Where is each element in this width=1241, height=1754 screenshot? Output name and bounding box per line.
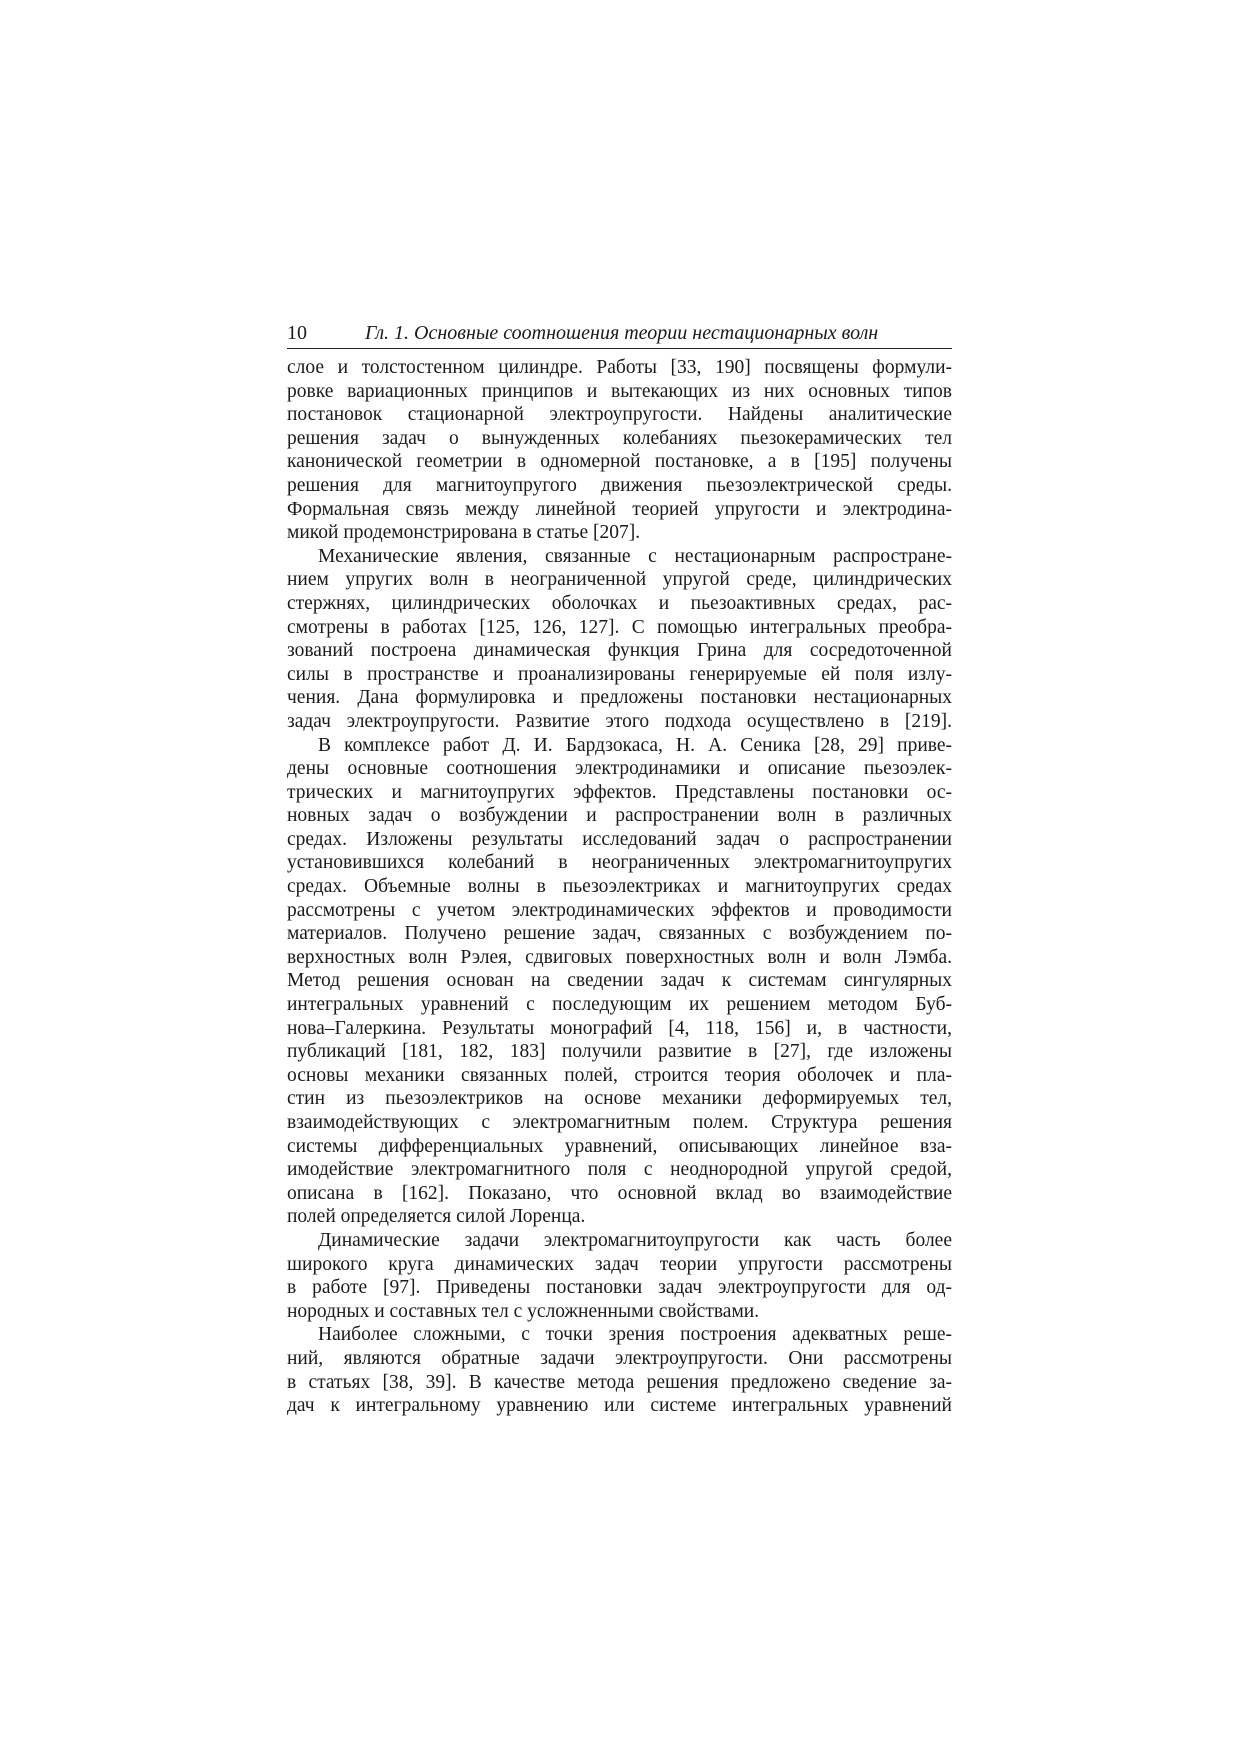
text-line: микой продемонстрирована в статье [207]. [287,522,641,544]
text-line: постановок стационарной электроупругости. Найдены аналитические [287,404,952,426]
text-line: стин из пьезоэлектриков на основе механики деформируемых тел, [287,1088,952,1110]
text-line: публикаций [181, 182, 183] получили развитие в [27], где изложены [287,1041,952,1063]
text-line: взаимодействующих с электромагнитным полем. Структура решения [287,1112,952,1133]
text-line: в статьях [38, 39]. В качестве метода решения предложено сведение за- [287,1371,952,1393]
text-line: нием упругих волн в неограниченной упругой среде, цилиндрических [287,569,952,591]
text-line: Метод решения основан на сведении задач к системам сингулярных [287,970,952,992]
text-line: дены основные соотношения электродинамики и описание пьезоэлек- [287,758,952,780]
text-line: рассмотрены с учетом электродинамических эффектов и проводимости [287,899,952,921]
text-line: интегральных уравнений с последующим их решением методом Буб- [287,994,952,1016]
text-line: слое и толстостенном цилиндре. Работы [33, 190] посвящены формули- [287,357,952,378]
book-page [287,318,952,1418]
page-number: 10 [287,322,307,344]
text-line: верхностных волн Рэлея, сдвиговых поверхностных волн и волн Лэмба. [287,946,952,968]
text-line: средах. Изложены результаты исследований задач о распространении [287,828,952,850]
text-line: чения. Дана формулировка и предложены постановки нестационарных [287,687,952,709]
text-line: Механические явления, связанные с нестационарным распростране- [318,545,952,567]
text-line: В комплексе работ Д. И. Бардзокаса, Н. А. Сеника [28, 29] приве- [318,734,952,756]
text-line: Формальная связь между линейной теорией упругости и электродина- [287,498,952,520]
text-line: средах. Объемные волны в пьезоэлектриках и магнитоупругих средах [287,876,952,898]
text-line: в работе [97]. Приведены постановки задач электроупругости для од- [287,1277,952,1299]
text-line: смотрены в работах [125, 126, 127]. С помощью интегральных преобра- [287,616,952,638]
text-line: решения задач о вынужденных колебаниях пьезокерамических тел [287,427,952,449]
text-line: новных задач о возбуждении и распространении волн в различных [287,805,952,827]
text-line: установившихся колебаний в неограниченных электромагнитоупругих [287,852,952,874]
text-line: дач к интегральному уравнению или системе интегральных уравнений [287,1395,952,1417]
text-line: задач электроупругости. Развитие этого подхода осуществлено в [219]. [287,710,952,732]
text-line: силы в пространстве и проанализированы генерируемые ей поля излу- [287,663,952,685]
text-line: нородных и составных тел с усложненными свойствами. [287,1300,760,1322]
text-line: полей определяется силой Лоренца. [287,1206,586,1228]
text-line: Наиболее сложными, с точки зрения построения адекватных реше- [318,1324,952,1346]
text-line: широкого круга динамических задач теории упругости рассмотрены [287,1253,952,1275]
text-line: решения для магнитоупругого движения пьезоэлектрической среды. [287,474,952,496]
text-line: системы дифференциальных уравнений, описывающих линейное вза- [287,1135,952,1157]
text-line: ровке вариационных принципов и вытекающих из них основных типов [287,380,952,402]
text-line: материалов. Получено решение задач, связанных с возбуждением по- [287,923,952,945]
body-text [287,356,952,1418]
page-header [287,318,952,349]
text-line: канонической геометрии в одномерной постановке, а в [195] получены [287,451,952,473]
text-line: основы механики связанных полей, строится теория оболочек и пла- [287,1064,952,1086]
text-line: нова–Галеркина. Результаты монографий [4, 118, 156] и, в частности, [287,1017,952,1039]
text-line: Динамические задачи электромагнитоупругости как часть более [318,1229,952,1251]
running-title: Гл. 1. Основные соотношения теории нестационарных волн [365,322,879,344]
text-line: ний, являются обратные задачи электроупругости. Они рассмотрены [287,1347,952,1369]
text-line: трических и магнитоупругих эффектов. Представлены постановки ос- [287,781,952,803]
text-line: стержнях, цилиндрических оболочках и пьезоактивных средах, рас- [287,592,952,614]
text-line: описана в [162]. Показано, что основной вклад во взаимодействие [287,1182,952,1204]
text-line: имодействие электромагнитного поля с неоднородной упругой средой, [287,1159,952,1181]
text-line: зований построена динамическая функция Грина для сосредоточенной [287,640,952,662]
